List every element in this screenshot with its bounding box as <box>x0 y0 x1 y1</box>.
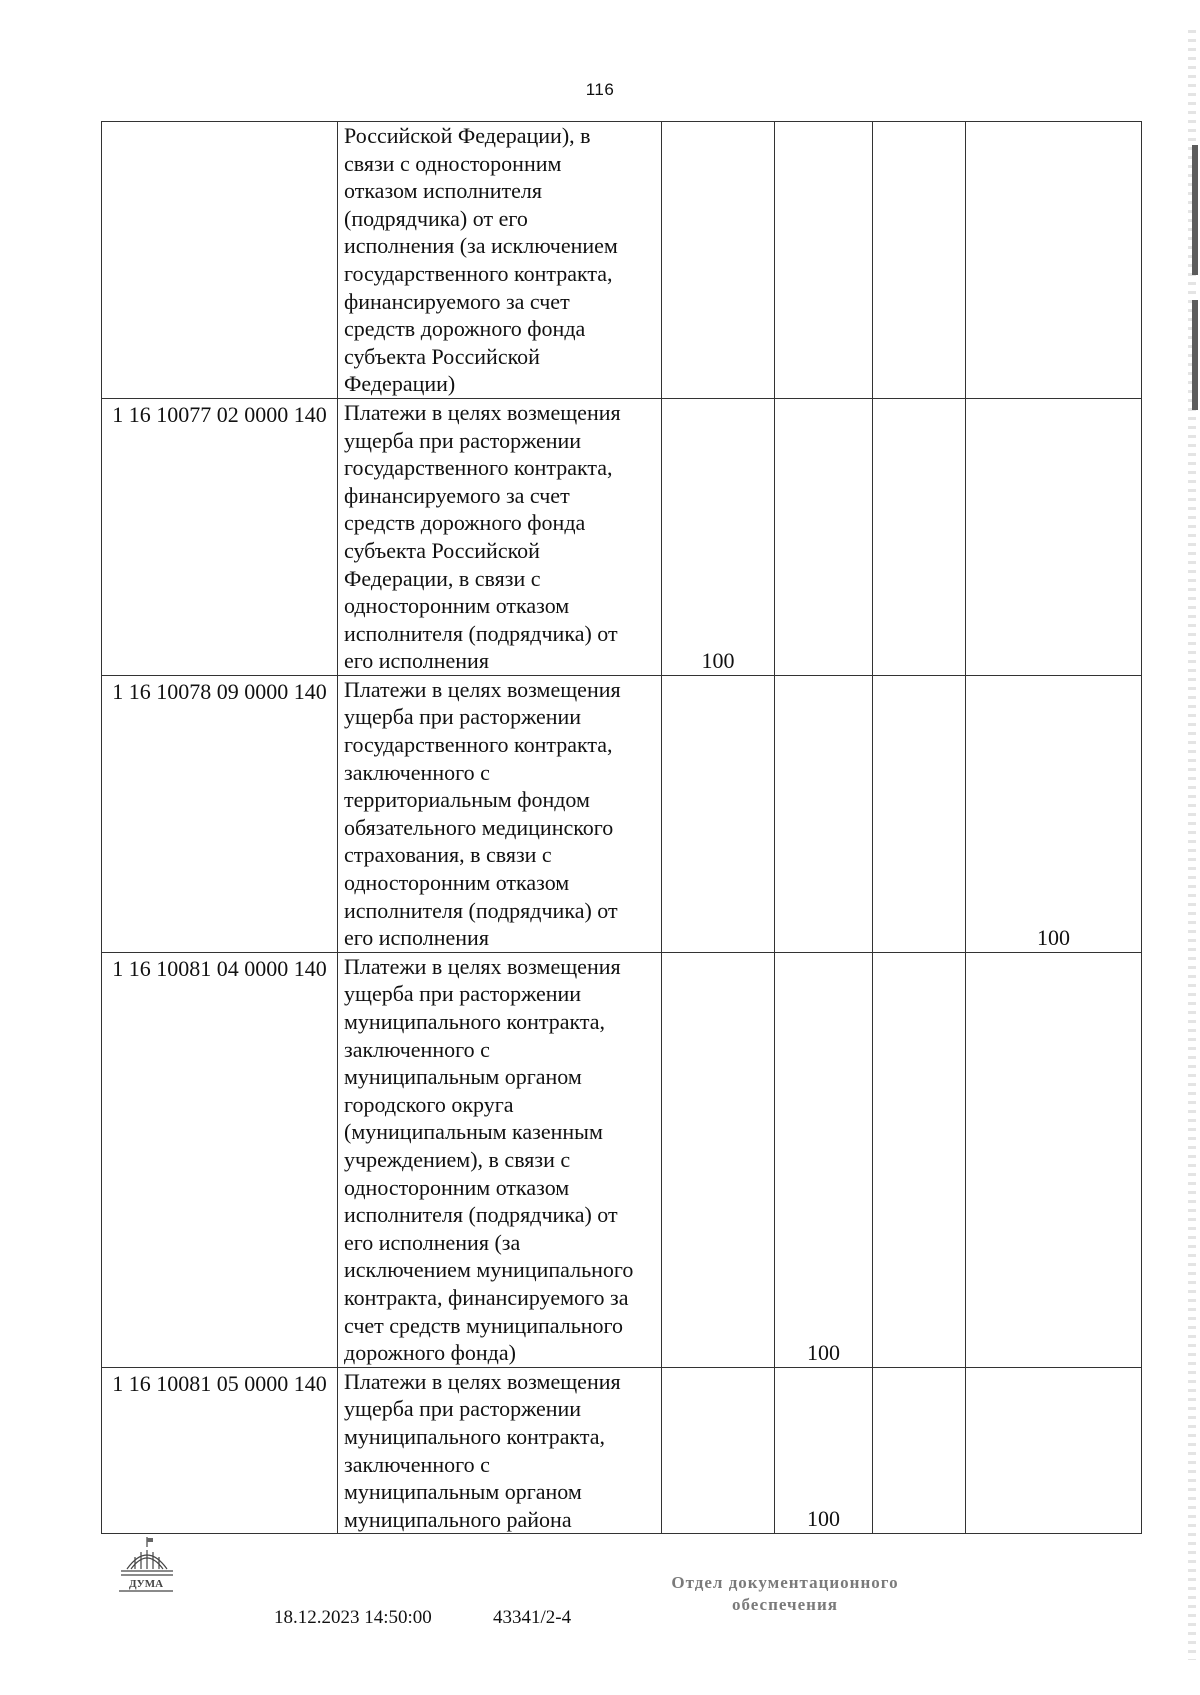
description-line: Федерации) <box>344 371 456 397</box>
value-text <box>873 648 965 675</box>
scan-edge-mark <box>1192 300 1198 410</box>
value-cell-c3 <box>873 122 966 399</box>
table-row <box>102 122 1142 399</box>
value-text <box>873 1506 965 1533</box>
value-text <box>775 648 872 675</box>
description-line: счет средств муниципального <box>344 1312 623 1338</box>
value-cell-c1 <box>662 952 775 1367</box>
description-line: контракта, финансируемого за <box>344 1284 629 1310</box>
page-number: 116 <box>585 80 615 99</box>
budget-code-cell: 1 16 10077 02 0000 140 <box>102 398 338 675</box>
value-text: 100 <box>1037 924 1070 950</box>
value-cell-c3 <box>873 1367 966 1534</box>
description-line: (подрядчика) от его <box>344 205 528 231</box>
description-line: ущерба при расторжении <box>344 704 582 730</box>
description-line: Платежи в целях возмещения <box>344 1368 621 1394</box>
value-cell-c1 <box>662 1367 775 1534</box>
table-row <box>102 398 1142 675</box>
description-line: Российской Федерации), в <box>344 123 591 148</box>
budget-code-cell <box>102 122 338 399</box>
value-text <box>966 648 1141 675</box>
value-text <box>966 371 1141 398</box>
description-line: территориальным фондом <box>344 787 590 813</box>
value-cell-c4 <box>966 1367 1142 1534</box>
value-cell-c4 <box>966 398 1142 675</box>
description-line: субъекта Российской <box>344 537 540 563</box>
value-cell-c2 <box>775 675 873 952</box>
description-line: односторонним отказом <box>344 593 570 619</box>
stamp-line-1: Отдел документационного <box>671 1573 899 1592</box>
description-line: дорожного фонда) <box>344 1340 516 1366</box>
description-cell <box>338 122 662 399</box>
description-line: исполнителя (подрядчика) от <box>344 620 618 646</box>
footer-doc-number: 43341/2-4 <box>493 1607 572 1628</box>
description-line: государственного контракта, <box>344 260 613 286</box>
description-line: заключенного с <box>344 759 490 785</box>
description-line: обязательного медицинского <box>344 814 614 840</box>
budget-code-cell: 1 16 10081 04 0000 140 <box>102 952 338 1367</box>
description-line: (муниципальным казенным <box>344 1119 603 1145</box>
description-line: городского округа <box>344 1091 514 1117</box>
description-line: финансируемого за счет <box>344 288 570 314</box>
description-cell <box>338 398 662 675</box>
value-text: 100 <box>701 647 735 673</box>
description-line: муниципальным органом <box>344 1064 582 1090</box>
description-line: субъекта Российской <box>344 343 540 369</box>
description-line: Платежи в целях возмещения <box>344 953 621 979</box>
table-row <box>102 675 1142 952</box>
value-cell-c4 <box>966 952 1142 1367</box>
description-cell <box>338 675 662 952</box>
value-cell-c1 <box>662 122 775 399</box>
value-cell-c1 <box>662 675 775 952</box>
value-text <box>775 925 872 952</box>
scan-edge-mark <box>1192 145 1198 275</box>
value-cell-c2 <box>775 952 873 1367</box>
description-line: государственного контракта, <box>344 455 613 481</box>
value-cell-c4 <box>966 122 1142 399</box>
value-cell-c3 <box>873 675 966 952</box>
value-text <box>662 371 774 398</box>
value-cell-c1 <box>662 398 775 675</box>
description-line: государственного контракта, <box>344 732 613 758</box>
value-cell-c4 <box>966 675 1142 952</box>
description-line: ущерба при расторжении <box>344 427 582 453</box>
description-line: односторонним отказом <box>344 870 570 896</box>
description-line: Платежи в целях возмещения <box>344 399 621 425</box>
value-text <box>966 1506 1141 1533</box>
description-line: исключением муниципального <box>344 1257 634 1283</box>
value-text <box>873 371 965 398</box>
footer-datetime: 18.12.2023 14:50:00 <box>274 1607 432 1628</box>
value-cell-c2 <box>775 1367 873 1534</box>
description-line: муниципального контракта, <box>344 1009 606 1034</box>
description-line: его исполнения <box>344 925 489 951</box>
description-line: односторонним отказом <box>344 1174 570 1200</box>
budget-code-cell: 1 16 10081 05 0000 140 <box>102 1367 338 1534</box>
description-line: заключенного с <box>344 1036 490 1062</box>
budget-table <box>101 121 1142 1534</box>
description-line: Федерации, в связи с <box>344 565 541 591</box>
value-cell-c2 <box>775 398 873 675</box>
table-row <box>102 952 1142 1367</box>
description-line: средств дорожного фонда <box>344 510 586 536</box>
value-text <box>662 1506 774 1533</box>
logo-text: ДУМА <box>128 1578 164 1590</box>
value-cell-c2 <box>775 122 873 399</box>
description-line: заключенного с <box>344 1451 490 1477</box>
value-cell-c3 <box>873 398 966 675</box>
description-line: исполнителя (подрядчика) от <box>344 1202 618 1228</box>
table-row <box>102 1367 1142 1534</box>
value-text <box>775 371 872 398</box>
description-line: исполнения (за исключением <box>344 233 618 259</box>
description-line: страхования, в связи с <box>344 842 552 868</box>
value-text: 100 <box>807 1506 840 1532</box>
description-cell <box>338 1367 662 1534</box>
description-line: отказом исполнителя <box>344 178 543 204</box>
value-text <box>662 925 774 952</box>
description-line: его исполнения <box>344 648 489 674</box>
description-cell <box>338 952 662 1367</box>
duma-logo-icon <box>117 1535 173 1597</box>
value-text <box>873 1340 965 1367</box>
value-text: 100 <box>807 1339 840 1365</box>
description-line: связи с односторонним <box>344 150 562 176</box>
description-line: ущерба при расторжении <box>344 1396 582 1422</box>
description-line: муниципального контракта, <box>344 1423 606 1449</box>
description-line: муниципального района <box>344 1506 572 1532</box>
value-text <box>873 925 965 952</box>
description-line: Платежи в целях возмещения <box>344 676 621 702</box>
description-line: исполнителя (подрядчика) от <box>344 897 618 923</box>
value-cell-c3 <box>873 952 966 1367</box>
description-line: его исполнения (за <box>344 1229 521 1255</box>
value-text <box>966 1340 1141 1367</box>
description-line: учреждением), в связи с <box>344 1146 571 1172</box>
budget-code-cell: 1 16 10078 09 0000 140 <box>102 675 338 952</box>
department-stamp <box>650 1572 920 1616</box>
description-line: ущерба при расторжении <box>344 981 582 1007</box>
value-text <box>662 1340 774 1367</box>
description-line: муниципальным органом <box>344 1479 582 1505</box>
description-line: финансируемого за счет <box>344 482 570 508</box>
description-line: средств дорожного фонда <box>344 316 586 342</box>
stamp-line-2: обеспечения <box>732 1595 838 1614</box>
